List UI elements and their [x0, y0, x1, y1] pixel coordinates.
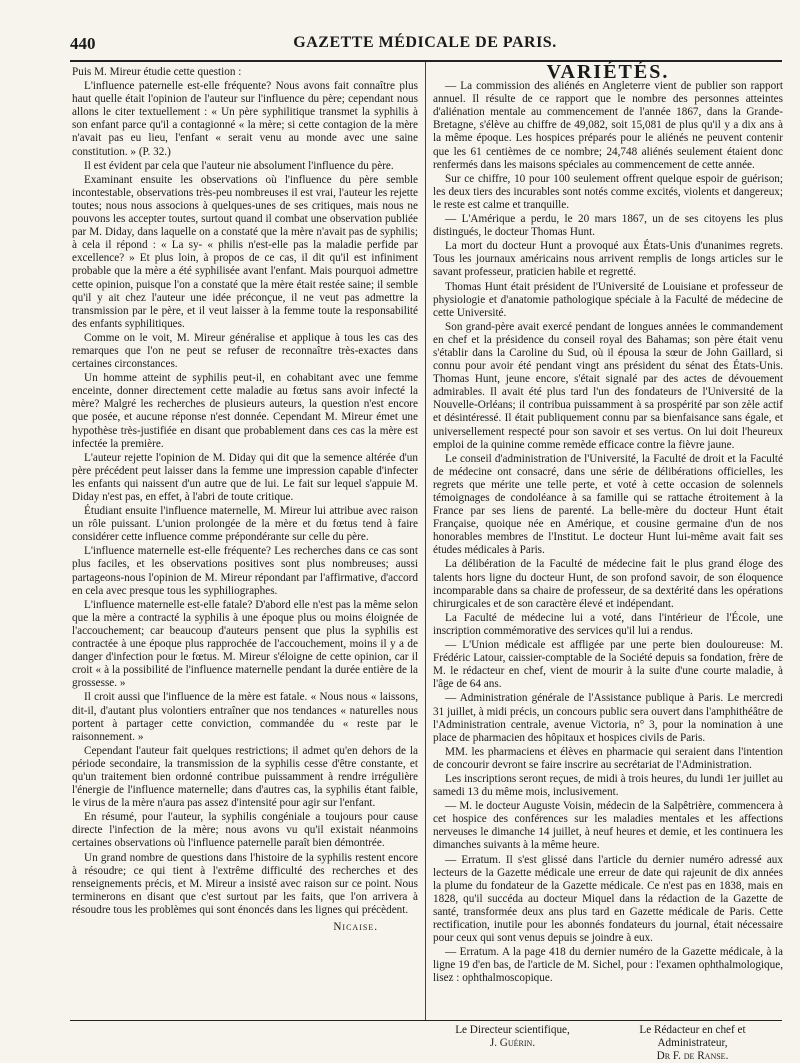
paragraph: Il est évident par cela que l'auteur nie absolument l'influence du père.: [84, 159, 394, 172]
section-title: VARIÉTÉS.: [546, 61, 670, 83]
director-name: J. Guérin.: [489, 1037, 536, 1049]
paragraph: — Administration générale de l'Assistance publique à Paris. Le mercredi 31 juillet, à midi précis, un concours public sera ouvert dans l'amphithéâtre de l'Administration centrale, avenue Victoria, n° 3, pour la nomination à une place de pharmacien des hôpitaux et hospices civils de Paris.: [433, 692, 783, 744]
paragraph: — L'Amérique a perdu, le 20 mars 1867, un de ses citoyens les plus distingués, le docteur Thomas Hunt.: [433, 213, 783, 239]
footer-rule: [70, 1020, 782, 1021]
paragraph: L'influence maternelle est-elle fatale? D'abord elle n'est pas la même selon que la mère a contracté la syphilis à une époque plus ou moins éloignée de l'accouchement; car beaucoup d'auteurs pensent que plus la syphilis est contractée à une époque plus rapprochée de l'accouchement, moins il y a de danger d'infection pour le fœtus. M. Mireur s'éloigne de cette opinion, car il croit « à la possibilité de l'influence maternelle pendant la durée entière de la grossesse. »: [72, 598, 418, 690]
footer-editor: [605, 1024, 780, 1063]
paragraph: Étudiant ensuite l'influence maternelle, M. Mireur lui attribue avec raison un rôle puissant. L'union prolongée de la mère et du fœtus tend à faire considérer cette influence comme prépondérante sur celle du père.: [72, 505, 418, 544]
paragraph: Cependant l'auteur fait quelques restrictions; il admet qu'en dehors de la période secondaire, la transmission de la syphilis cesse d'être constante, et qu'un traitement bien ordonné contribue puissamment à rendre irrégulière l'énergie de l'influence maternelle; dans d'autres cas, la syphilis étant faible, le virus de la mère n'aura pas assez d'intensité pour agir sur l'enfant.: [72, 744, 418, 810]
paragraph: Un grand nombre de questions dans l'histoire de la syphilis restent encore à résoudre; ce qui tient à l'extrême difficulté des recherches et des renseignements précis, et M. Mireur a insisté avec raison sur ce point. Nous terminerons en disant que c'est surtout par les faits, que l'on arrivera à résoudre tous les problèmes qui sont énoncés dans les lignes qui précèdent.: [72, 851, 418, 916]
page-header: [70, 34, 780, 62]
paragraph: Examinant ensuite les observations où l'influence du père semble incontestable, observations très-peu nombreuses il est vrai, l'auteur les rejette toutes; nous nous associons à quelques-unes de ses critiques, mais nous ne pouvons les accepter toutes, surtout quand il combat une observation publiée par M. Diday, dans laquelle on a constaté que la mère n'avait pas de syphilis; à cela il répond : « La sy- « philis n'est-elle pas la maladie perfide par excellence? » Et plus loin, à propos de ce cas, il dit qu'il est infiniment probable que la mère a été syphilisée avant l'enfant. Mais pourquoi admettre cette opinion, puisque l'on a constaté que la mère était restée saine; il semble qu'il y ait chez l'auteur une idée préconçue, il ne veut pas admettre la transmission par le père, et il veut laisser à la femme toute la responsabilité des enfants syphilitiques.: [72, 173, 418, 330]
editor-name: Dr F. de Ranse.: [656, 1050, 729, 1062]
paragraph: Son grand-père avait exercé pendant de longues années le commandement en chef et la présidence du conseil royal des Bahamas; son père était venu s'établir dans la Caroline du Sud, où il épousa la sœur de John Gaillard, si connu pour avoir été pendant vingt ans président du sénat des États-Unis. Thomas Hunt, jeune encore, s'était signalé par des actes de dévouement admirables. Il avait été plus tard l'un des fondateurs de l'Université de la Nouvelle-Orléans; il contribua puissamment à sa prospérité par son zèle actif et désintéressé. Il était publiquement connu par sa bienfaisance sans égale, et universellement respecté pour son savoir et ses vertus. On lui doit l'heureux emploi de la quinine comme remède efficace contre la fièvre jaune.: [433, 320, 783, 451]
director-role: Le Directeur scientifique,: [455, 1024, 570, 1036]
paragraph: — Erratum. A la page 418 du dernier numéro de la Gazette médicale, à la ligne 19 d'en bas, de l'article de M. Sichel, pour : l'examen ophthalmologique, lisez : ophthalmoscopique.: [433, 946, 783, 985]
paragraph: La mort du docteur Hunt a provoqué aux États-Unis d'unanimes regrets. Tous les journaux américains nous arrivent remplis de longs articles sur le savant professeur, praticien habile et regretté.: [433, 240, 783, 279]
paragraph: Sur ce chiffre, 10 pour 100 seulement offrent quelque espoir de guérison; les deux tiers des incurables sont notés comme excités, violents et dangereux; le reste est calme et tranquille.: [433, 172, 783, 211]
paragraph: Le conseil d'administration de l'Université, la Faculté de droit et la Faculté de médecine ont consacré, dans une série de délibérations officielles, les regrets que mérite une telle perte, et voté à cette occasion de solennels témoignages de condoléance à sa famille qui se rattache étroitement à la France par ses liens de parenté. La belle-mère du docteur Hunt était Française, quoique née en Amérique, et cousine germaine d'un de nos honorables membres de l'Institut. Le docteur Hunt lui-même avait fait ses études médicales à Paris.: [433, 452, 783, 557]
footer-director: [425, 1024, 600, 1050]
paragraph: — L'Union médicale est affligée par une perte bien douloureuse: M. Frédéric Latour, caissier-comptable de la Société depuis sa fondation, frère de M. le rédacteur en chef, vient de mourir à la suite d'une courte maladie, à l'âge de 64 ans.: [433, 639, 783, 691]
paragraph: — Erratum. Il s'est glissé dans l'article du dernier numéro adressé aux lecteurs de la Gazette médicale une erreur de date qui rajeunit de dix années la plume du fondateur de la Gazette médicale. Ce n'est pas en 1838, mais en 1828, qu'il succéda au docteur Miquel dans la rédaction de la Gazette de santé, transformée deux ans plus tard en Gazette médicale de Paris. Cette rectification, inutile pour les abonnés fondateurs du journal, était nécessaire pour ceux qui sont venus depuis se joindre à eux.: [433, 853, 783, 945]
page-number: 440: [70, 34, 96, 53]
left-column: [72, 66, 418, 934]
editor-role: Le Rédacteur en chef et Administrateur,: [639, 1024, 746, 1049]
journal-title: GAZETTE MÉDICALE DE PARIS.: [293, 34, 557, 51]
author-signature: Nicaise.: [333, 921, 378, 933]
paragraph: MM. les pharmaciens et élèves en pharmacie qui seraient dans l'intention de concourir devront se faire inscrire au secrétariat de l'Administration.: [433, 745, 783, 771]
paragraph: L'influence maternelle est-elle fréquente? Les recherches dans ce cas sont plus faciles, et les observations positives sont plus nombreuses; aussi partageons-nous l'opinion de M. Mireur répondant par l'affirmative, d'accord en cela avec presque tous les syphiliographes.: [72, 545, 418, 597]
paragraph: Un homme atteint de syphilis peut-il, en cohabitant avec une femme enceinte, donner directement cette maladie au fœtus sans avoir infecté la mère? Malgré les recherches de plusieurs auteurs, la question n'est encore que posée, et aucune réponse n'est donnée. Cependant M. Mireur émet une hypothèse très-justifiée en disant que probablement dans ces cas la mère est infectée la première.: [72, 372, 418, 450]
paragraph: Puis M. Mireur étudie cette question :: [72, 66, 242, 78]
column-divider: [425, 62, 426, 1020]
paragraph: Les inscriptions seront reçues, de midi à trois heures, du lundi 1er juillet au samedi 13 du même mois, inclusivement.: [433, 772, 783, 799]
paragraph: Thomas Hunt était président de l'Université de Louisiane et professeur de physiologie et d'anatomie pathologique spéciale à la Faculté de médecine de cette Université.: [433, 280, 783, 319]
paragraph: La Faculté de médecine lui a voté, dans l'intérieur de l'École, une inscription commémorative des services qu'il lui a rendus.: [433, 611, 783, 637]
paragraph: — M. le docteur Auguste Voisin, médecin de la Salpêtrière, commencera à cet hospice des conférences sur les maladies mentales et les affections nerveuses le dimanche 14 juillet, à neuf heures et demie, et les continuera les dimanches suivants à la même heure.: [433, 800, 783, 852]
right-column: [433, 61, 783, 985]
paragraph: — La commission des aliénés en Angleterre vient de publier son rapport annuel. Il résulte de ce rapport que le nombre des personnes atteintes d'aliénation mentale au commencement de l'année 1867, dans la Grande-Bretagne, s'élève au chiffre de 49,082, soit 15,081 de plus qu'il y a dix ans à la même époque. Les hospices préparés pour le aliénés ne peuvent contenir que les 61 centièmes de ce nombre; 24,748 aliénés seulement étaient donc renfermés dans les maisons spéciales au commencement de cette année.: [433, 80, 783, 171]
paragraph: L'influence paternelle est-elle fréquente? Nous avons fait connaître plus haut quelle était l'opinion de l'auteur sur l'influence du père; cependant nous allons le citer textuellement : « Un père syphilitique transmet la syphilis à son enfant parce qu'il a contagionné « la mère; si cette contagion de la mère n'avait pas eu lieu, l'enfant « serait venu au monde avec une saine constitution. » (P. 32.): [72, 80, 418, 158]
paragraph: La délibération de la Faculté de médecine fait le plus grand éloge des talents hors ligne du docteur Hunt, de son profond savoir, de son éloquence incomparable dans sa chaire de professeur, de sa dextérité dans les opérations chirurgicales et de son caractère élevé et indépendant.: [433, 558, 783, 610]
paragraph: L'auteur rejette l'opinion de M. Diday qui dit que la semence altérée d'un père précédent peut laisser dans la femme une impression capable d'infecter les enfants qui naissent d'un autre que de lui. Le fait sur lequel s'appuie M. Diday n'est pas, en effet, à l'abri de toute critique.: [72, 451, 418, 503]
paragraph: Il croit aussi que l'influence de la mère est fatale. « Nous nous « laissons, dit-il, d'autant plus volontiers entraîner que nos tendances « naturelles nous portent à partager cette conviction, commandée du « reste par le raisonnement. »: [72, 691, 418, 743]
paragraph: En résumé, pour l'auteur, la syphilis congéniale a toujours pour cause directe l'infection de la mère; nous avons vu qu'il existait néanmoins certaines observations où l'influence paternelle paraît bien démontrée.: [72, 811, 418, 850]
header-rule: [70, 60, 782, 62]
paragraph: Comme on le voit, M. Mireur généralise et applique à tous les cas des remarques que l'on ne peut se refuser de reconnaître très-exactes dans certaines circonstances.: [72, 331, 418, 371]
